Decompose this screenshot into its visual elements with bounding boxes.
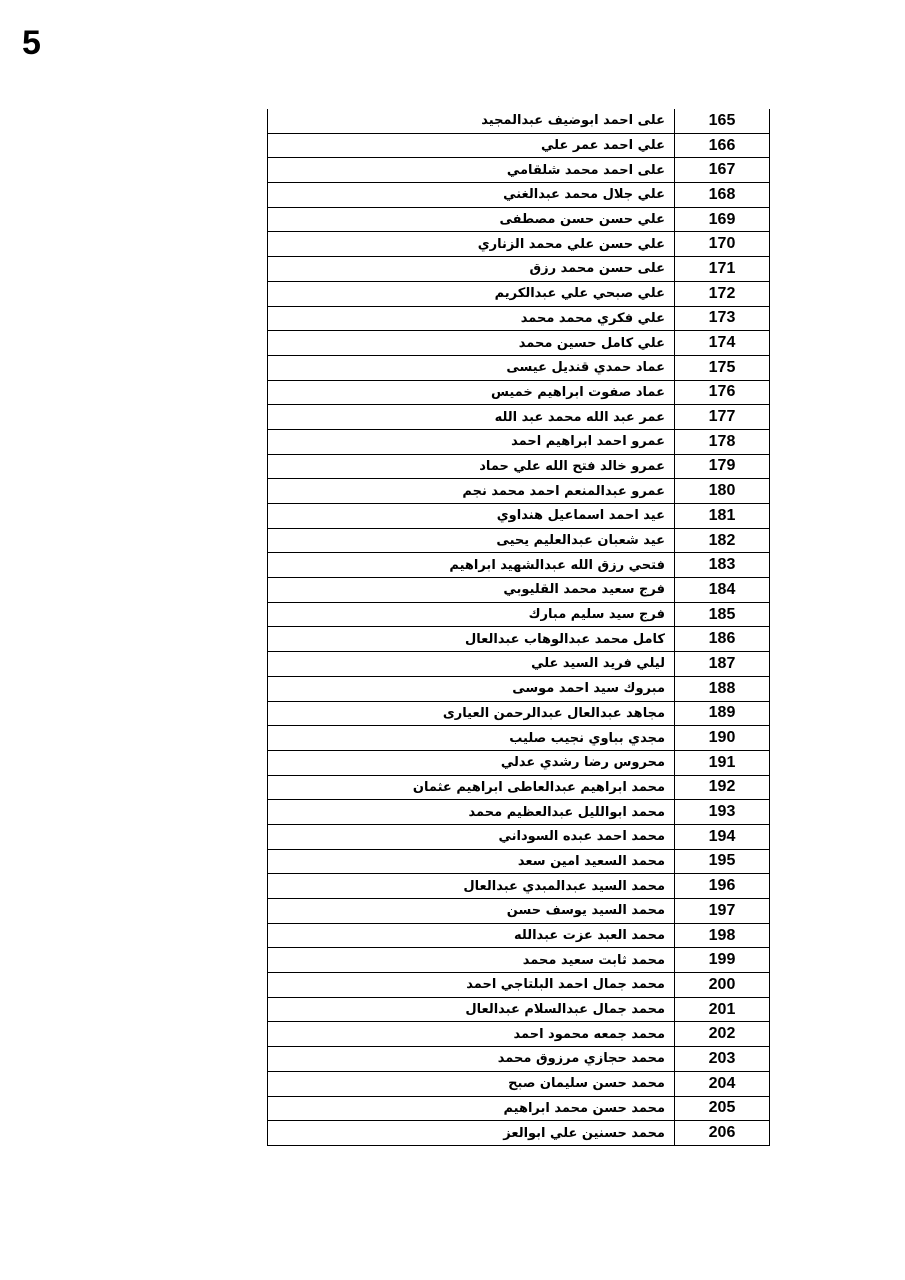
table-row <box>268 1047 770 1072</box>
row-number: 166 <box>675 133 770 158</box>
row-number: 171 <box>675 257 770 282</box>
row-name: فتحي رزق الله عبدالشهيد ابراهيم <box>268 553 675 578</box>
row-number: 202 <box>675 1022 770 1047</box>
row-name: علي حسن علي محمد الزناري <box>268 232 675 257</box>
row-number: 176 <box>675 380 770 405</box>
page-number: 5 <box>22 24 41 62</box>
row-number: 198 <box>675 923 770 948</box>
row-name: عمرو احمد ابراهيم احمد <box>268 429 675 454</box>
table-row <box>268 1022 770 1047</box>
row-number: 204 <box>675 1071 770 1096</box>
table-row <box>268 602 770 627</box>
row-number: 169 <box>675 207 770 232</box>
row-number: 175 <box>675 355 770 380</box>
row-number: 200 <box>675 973 770 998</box>
row-number: 185 <box>675 602 770 627</box>
row-number: 206 <box>675 1121 770 1146</box>
row-number: 195 <box>675 849 770 874</box>
row-name: علي فكري محمد محمد <box>268 306 675 331</box>
table-row <box>268 109 770 133</box>
row-name: علي حسن حسن مصطفى <box>268 207 675 232</box>
table-row <box>268 528 770 553</box>
row-name: محروس رضا رشدي عدلي <box>268 750 675 775</box>
row-name: على حسن محمد رزق <box>268 257 675 282</box>
row-number: 196 <box>675 874 770 899</box>
table-row <box>268 1096 770 1121</box>
row-number: 191 <box>675 750 770 775</box>
table-row <box>268 726 770 751</box>
table-row <box>268 355 770 380</box>
row-name: محمد احمد عبده السوداني <box>268 824 675 849</box>
row-name: عيد شعبان عبدالعليم يحيى <box>268 528 675 553</box>
table-row <box>268 997 770 1022</box>
table-row <box>268 158 770 183</box>
row-name: محمد السعيد امين سعد <box>268 849 675 874</box>
row-number: 193 <box>675 800 770 825</box>
row-number: 179 <box>675 454 770 479</box>
row-number: 167 <box>675 158 770 183</box>
row-name: محمد حسنين علي ابوالعز <box>268 1121 675 1146</box>
row-number: 168 <box>675 183 770 208</box>
table-row <box>268 504 770 529</box>
row-number: 180 <box>675 479 770 504</box>
table-row <box>268 849 770 874</box>
row-number: 203 <box>675 1047 770 1072</box>
table-row <box>268 405 770 430</box>
table-row <box>268 183 770 208</box>
table-row <box>268 306 770 331</box>
row-name: عمر عبد الله محمد عبد الله <box>268 405 675 430</box>
row-name: محمد ابراهيم عبدالعاطى ابراهيم عثمان <box>268 775 675 800</box>
row-name: علي جلال محمد عبدالغني <box>268 183 675 208</box>
row-number: 186 <box>675 627 770 652</box>
table-row <box>268 331 770 356</box>
row-name: محمد جمال احمد البلتاجي احمد <box>268 973 675 998</box>
row-number: 178 <box>675 429 770 454</box>
row-number: 183 <box>675 553 770 578</box>
row-name: محمد ثابت سعيد محمد <box>268 948 675 973</box>
row-number: 188 <box>675 676 770 701</box>
row-name: علي كامل حسين محمد <box>268 331 675 356</box>
row-name: محمد جمال عبدالسلام عبدالعال <box>268 997 675 1022</box>
row-number: 192 <box>675 775 770 800</box>
row-name: عيد احمد اسماعيل هنداوي <box>268 504 675 529</box>
table-row <box>268 133 770 158</box>
table-row <box>268 281 770 306</box>
row-number: 187 <box>675 652 770 677</box>
table-row <box>268 207 770 232</box>
table-row <box>268 380 770 405</box>
row-name: مبروك سيد احمد موسى <box>268 676 675 701</box>
table-row <box>268 824 770 849</box>
table-row <box>268 923 770 948</box>
row-name: كامل محمد عبدالوهاب عبدالعال <box>268 627 675 652</box>
row-name: مجاهد عبدالعال عبدالرحمن العيارى <box>268 701 675 726</box>
row-number: 173 <box>675 306 770 331</box>
table-row <box>268 232 770 257</box>
row-name: محمد السيد عبدالمبدي عبدالعال <box>268 874 675 899</box>
table-row <box>268 701 770 726</box>
table-row <box>268 775 770 800</box>
row-number: 177 <box>675 405 770 430</box>
names-table-body <box>268 109 770 1145</box>
row-name: محمد العبد عزت عبدالله <box>268 923 675 948</box>
table-row <box>268 899 770 924</box>
row-name: عماد صفوت ابراهيم خميس <box>268 380 675 405</box>
row-number: 197 <box>675 899 770 924</box>
row-name: على احمد محمد شلقامي <box>268 158 675 183</box>
row-name: عمرو عبدالمنعم احمد محمد نجم <box>268 479 675 504</box>
table-row <box>268 454 770 479</box>
row-name: على احمد ابوضيف عبدالمجيد <box>268 109 675 133</box>
table-row <box>268 553 770 578</box>
row-name: علي احمد عمر علي <box>268 133 675 158</box>
row-number: 205 <box>675 1096 770 1121</box>
row-name: محمد جمعه محمود احمد <box>268 1022 675 1047</box>
row-name: عمرو خالد فتح الله علي حماد <box>268 454 675 479</box>
row-number: 174 <box>675 331 770 356</box>
table-row <box>268 973 770 998</box>
row-number: 189 <box>675 701 770 726</box>
table-row <box>268 479 770 504</box>
row-name: محمد ابوالليل عبدالعظيم محمد <box>268 800 675 825</box>
row-name: محمد حسن سليمان صبح <box>268 1071 675 1096</box>
row-number: 199 <box>675 948 770 973</box>
row-name: مجدي بباوي نجيب صليب <box>268 726 675 751</box>
table-row <box>268 874 770 899</box>
table-row <box>268 1071 770 1096</box>
table-row <box>268 429 770 454</box>
names-table <box>267 109 770 1146</box>
table-row <box>268 257 770 282</box>
table-row <box>268 578 770 603</box>
table-row <box>268 800 770 825</box>
row-number: 194 <box>675 824 770 849</box>
row-name: علي صبحي علي عبدالكريم <box>268 281 675 306</box>
row-number: 190 <box>675 726 770 751</box>
row-number: 172 <box>675 281 770 306</box>
row-number: 182 <box>675 528 770 553</box>
row-name: فرج سعيد محمد القليوبي <box>268 578 675 603</box>
row-number: 201 <box>675 997 770 1022</box>
table-row <box>268 676 770 701</box>
row-number: 184 <box>675 578 770 603</box>
row-number: 170 <box>675 232 770 257</box>
row-name: عماد حمدي قنديل عيسى <box>268 355 675 380</box>
table-row <box>268 627 770 652</box>
row-name: ليلي فريد السيد علي <box>268 652 675 677</box>
table-row <box>268 1121 770 1146</box>
row-number: 181 <box>675 504 770 529</box>
row-name: محمد السيد يوسف حسن <box>268 899 675 924</box>
row-name: فرج سيد سليم مبارك <box>268 602 675 627</box>
table-row <box>268 750 770 775</box>
table-row <box>268 948 770 973</box>
row-number: 165 <box>675 109 770 133</box>
row-name: محمد حجازي مرزوق محمد <box>268 1047 675 1072</box>
table-row <box>268 652 770 677</box>
row-name: محمد حسن محمد ابراهيم <box>268 1096 675 1121</box>
